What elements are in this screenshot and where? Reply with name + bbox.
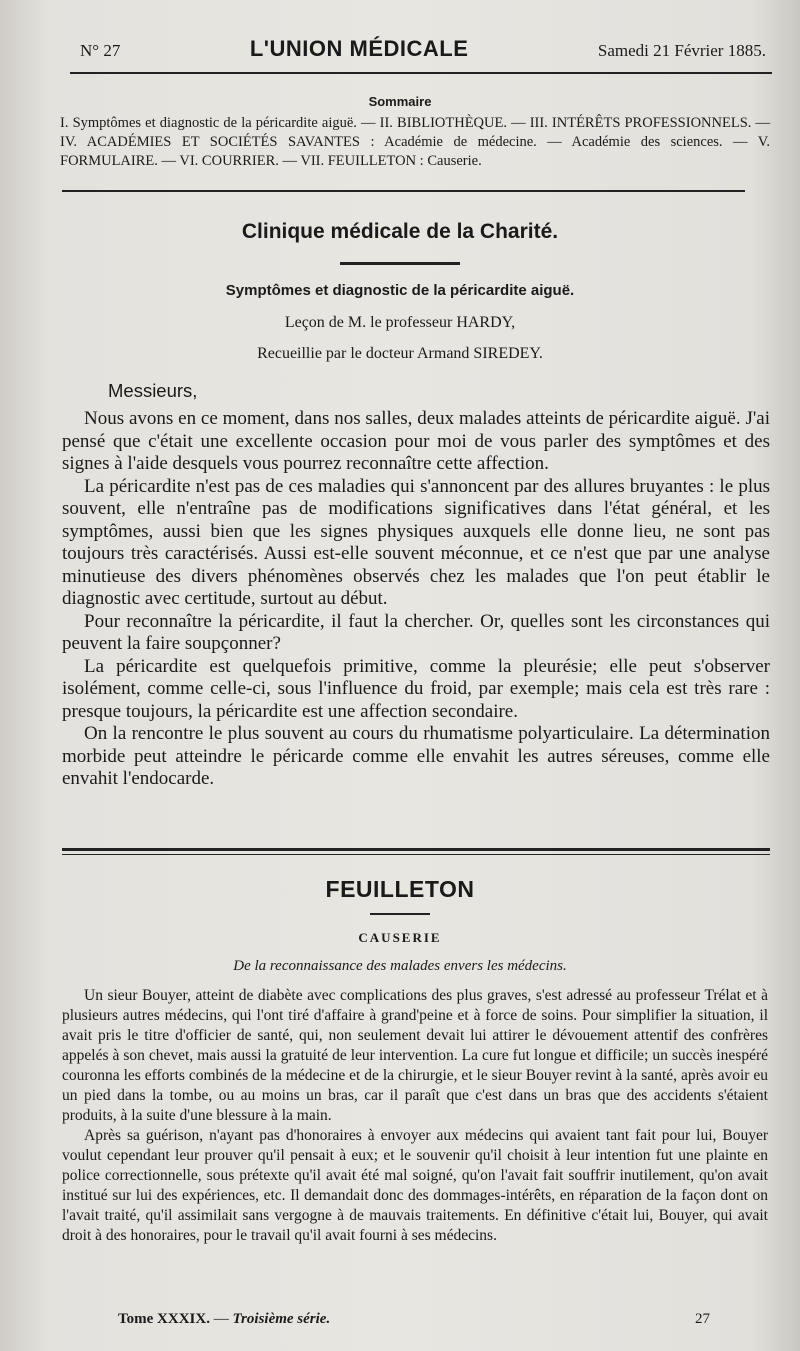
- page-number: 27: [695, 1311, 710, 1327]
- journal-title: L'UNION MÉDICALE: [249, 36, 469, 61]
- article-recueillie: Recueillie par le docteur Armand SIREDEY.: [257, 345, 543, 362]
- feuilleton-rule-thin: [62, 854, 770, 855]
- feuilleton-paragraph: Un sieur Bouyer, atteint de diabète avec complications des plus graves, s'est adressé au professeur Trélat et à plusieurs autres médecins, qui l'ont tiré d'affaire à grand'peine et à force de soins. Pour simplifier la situation, il avait pris le titre d'officier de santé, qui, non seulement devait lui attirer le dévouement attentif des confrères appelés à son chevet, mais aussi la gratuité de leur intervention. La cure fut longue et difficile; un succès inespéré couronna les efforts combinés de la médecine et de la chirurgie, et le sieur Bouyer revint à la santé, après avoir eu un pied dans la tombe, ou au moins un bras, car il paraît que c'est dans un bras que des accidents s'étaient produits, à la suite d'une blessure à la main.: [62, 987, 768, 1124]
- article-paragraph: La péricardite est quelquefois primitive, comme la pleurésie; elle peut s'observer isolément, comme celle-ci, sous l'influence du froid, par exemple; mais cela est très rare : presque toujours, la péricardite est une affection secondaire.: [62, 655, 770, 722]
- footer-serie: Troisième série.: [232, 1311, 331, 1327]
- issue-date: Samedi 21 Février 1885.: [597, 41, 766, 60]
- salutation: Messieurs,: [108, 380, 198, 401]
- page-footer: [118, 1311, 710, 1328]
- article-paragraph: La péricardite n'est pas de ces maladies qui s'annoncent par des allures bruyantes : le plus souvent, elle n'entraîne pas de modifications significatives dans l'état général, et les symptômes, aussi bien que les signes physiques auxquels elle donne lieu, ne sont pas toujours très caractérisés. Aussi est-elle souvent méconnue, et ce n'est que par une analyse minutieuse des divers phénomènes observés chez les malades que l'on peut établir le diagnostic avec certitude, surtout au début.: [62, 475, 770, 609]
- article-lesson-by: Leçon de M. le professeur HARDY,: [284, 314, 516, 331]
- header-rule: [70, 72, 772, 74]
- feuilleton-divider: [370, 913, 430, 915]
- feuilleton-subtitle: De la reconnaissance des malades envers les médecins.: [233, 958, 567, 974]
- feuilleton-rule-thick: [62, 848, 770, 851]
- article-paragraph: On la rencontre le plus souvent au cours du rhumatisme polyarticulaire. La détermination morbide peut atteindre le péricarde comme elle envahit les autres séreuses, comme elle envahit l'endocarde.: [62, 723, 770, 789]
- feuilleton-heading: FEUILLETON: [325, 876, 475, 902]
- feuilleton-paragraph: Après sa guérison, n'ayant pas d'honoraires à envoyer aux médecins qui avaient tant fait pour lui, Bouyer voulut cependant leur prouver qu'il pensait à eux; et le souvenir qu'il choisit à leur intention fut une plainte en police correctionnelle, sous prétexte qu'il avait été mal soigné, qu'on l'avait fait souffrir inutilement, qu'on avait institué sur lui des expériences, etc. Il demandait donc des dommages-intérêts, en réparation de la façon dont on l'avait traité, qu'il assimilait sans vergogne à de mauvais traitements. En définitive c'était lui, Bouyer, qui avait droit à des honoraires, pour le travail qu'il avait fourni à ses médecins.: [62, 1127, 768, 1244]
- article-paragraph: Pour reconnaître la péricardite, il faut la chercher. Or, quelles sont les circonstances qui peuvent la faire soupçonner?: [62, 610, 770, 654]
- page-header: [70, 36, 770, 70]
- article-paragraph: Nous avons en ce moment, dans nos salles, deux malades atteints de péricardite aiguë. J'ai pensé que c'était une excellente occasion pour moi de vous parler des symptômes et des signes à l'aide desquels vous pourrez reconnaître cette affection.: [62, 408, 770, 474]
- sommaire-text: I. Symptômes et diagnostic de la péricardite aiguë. — II. BIBLIOTHÈQUE. — III. INTÉRÊTS PROFESSIONNELS. — IV. ACADÉMIES ET SOCIÉTÉS SAVANTES : Académie de médecine. — Académie des sciences. — V. FORMULAIRE. — VI. COURRIER. — VII. FEUILLETON : Causerie.: [60, 115, 770, 169]
- section-divider: [340, 262, 460, 265]
- footer-separator: —: [209, 1311, 233, 1327]
- article-title: Symptômes et diagnostic de la péricardite aiguë.: [225, 282, 575, 299]
- section-title: Clinique médicale de la Charité.: [241, 220, 559, 243]
- sommaire-rule: [62, 190, 745, 192]
- feuilleton-rubric: CAUSERIE: [358, 930, 442, 945]
- issue-number: N° 27: [80, 41, 121, 60]
- feuilleton-body: [62, 986, 768, 1246]
- footer-tome: Tome XXXIX.: [118, 1311, 210, 1327]
- footer-volume: [118, 1311, 330, 1328]
- article-body: [62, 408, 770, 791]
- sommaire-title: Sommaire: [368, 94, 432, 109]
